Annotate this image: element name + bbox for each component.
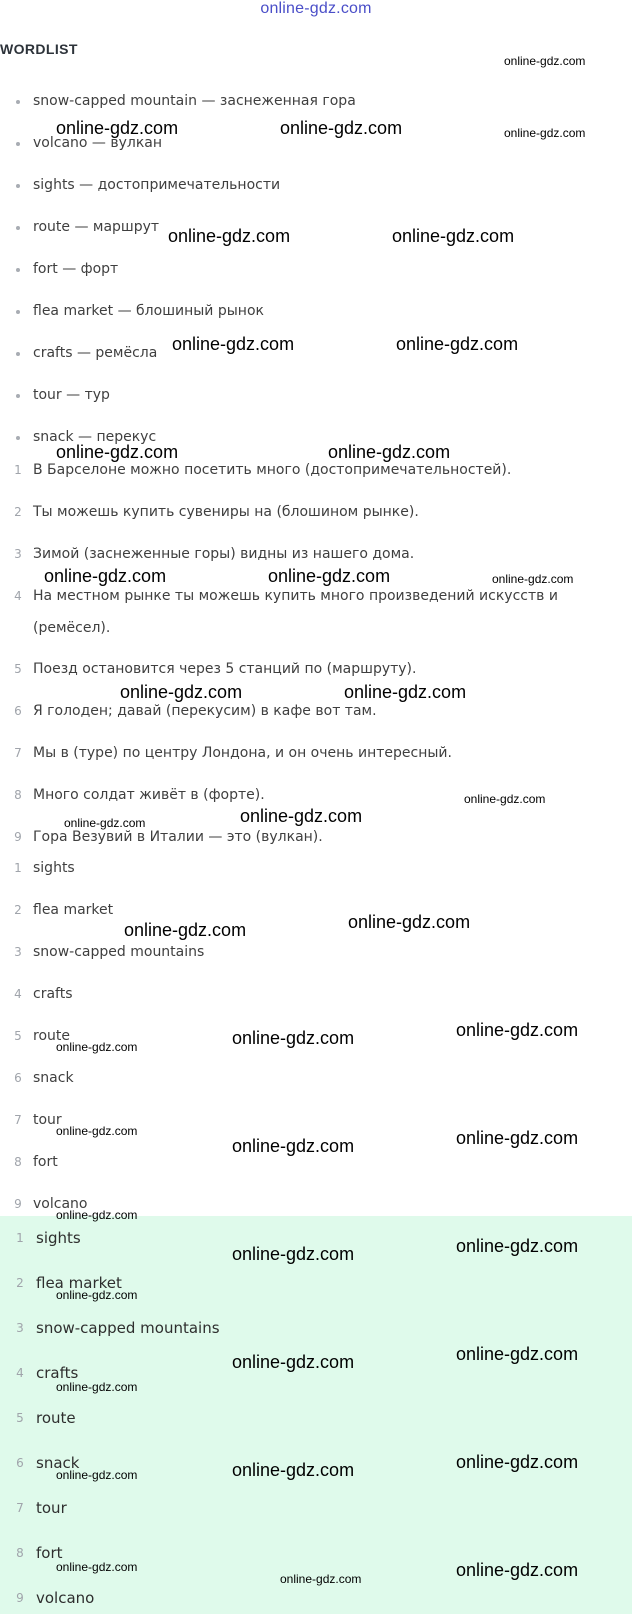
bullet-icon [16,352,20,356]
wordlist-item: volcano — вулкан [0,131,632,155]
bullet-icon [16,184,20,188]
bullet-icon [16,268,20,272]
wordlist-heading: WORDLIST [0,41,78,57]
translation-item: 7 Мы в (туре) по центру Лондона, и он очень интересный. [14,745,452,761]
watermark-text: online-gdz.com [328,442,451,462]
highlighted-answer-item: 7 tour [16,1499,67,1517]
watermark-text: online-gdz.com [492,572,574,586]
watermark-text: online-gdz.com [124,920,247,940]
bullet-icon [16,394,20,398]
watermark-text: online-gdz.com [56,1560,138,1574]
wordlist-item: snow-capped mountain — заснеженная гора [0,89,632,113]
watermark-text: online-gdz.com [172,334,295,354]
wordlist-item: crafts — ремёсла [0,341,632,365]
watermark-text: online-gdz.com [56,1124,138,1138]
wordlist-item: route — маршрут [0,215,632,239]
wordlist-item: snack — перекус [0,425,632,449]
bullet-icon [16,226,20,230]
watermark-text: online-gdz.com [120,682,243,702]
answer-item: 7 tour [14,1112,62,1128]
watermark-text: online-gdz.com [56,442,179,462]
watermark-text: online-gdz.com [280,118,403,138]
watermark-text: online-gdz.com [56,118,179,138]
highlighted-answer-item: 5 route [16,1409,76,1427]
translation-item: 1 В Барселоне можно посетить много (достопримечательностей). [14,462,512,478]
answer-item: 6 snack [14,1070,74,1086]
answer-item: 3 snow-capped mountains [14,944,205,960]
watermark-text: online-gdz.com [456,1452,579,1472]
translation-item: 2 Ты можешь купить сувениры на (блошином рынке). [14,504,419,520]
translation-item: 9 Гора Везувий в Италии — это (вулкан). [14,829,323,845]
watermark-text: online-gdz.com [504,126,586,140]
watermark-text: online-gdz.com [56,1288,138,1302]
watermark-text: online-gdz.com [280,1572,362,1586]
translation-item: 6 Я голоден; давай (перекусим) в кафе вот там. [14,703,377,719]
bullet-icon [16,310,20,314]
watermark-text: online-gdz.com [348,912,471,932]
watermark-text: online-gdz.com [268,566,391,586]
bullet-icon [16,142,20,146]
watermark-text: online-gdz.com [232,1460,355,1480]
answer-item: 4 crafts [14,986,73,1002]
watermark-text: online-gdz.com [456,1560,579,1580]
watermark-text: online-gdz.com [240,806,363,826]
highlighted-answer-item: 2 flea market [16,1274,122,1292]
watermark-text: online-gdz.com [44,566,167,586]
bullet-icon [16,100,20,104]
watermark-text: online-gdz.com [56,1380,138,1394]
watermark-text: online-gdz.com [456,1128,579,1148]
watermark-text: online-gdz.com [392,226,515,246]
watermark-text: online-gdz.com [456,1020,579,1040]
translation-item: 5 Поезд остановится через 5 станций по (маршруту). [14,661,417,677]
answer-item: 8 fort [14,1154,58,1170]
bullet-icon [16,436,20,440]
highlighted-answer-item: 8 fort [16,1544,63,1562]
wordlist-item: tour — тур [0,383,632,407]
watermark-text: online-gdz.com [64,816,146,830]
watermark-text: online-gdz.com [456,1344,579,1364]
highlighted-answer-item: 4 crafts [16,1364,79,1382]
watermark-text: online-gdz.com [232,1244,355,1264]
highlighted-answer-item: 1 sights [16,1229,81,1247]
translation-item: 3 Зимой (заснеженные горы) видны из нашего дома. [14,546,415,562]
watermark-text: online-gdz.com [56,1040,138,1054]
answer-item: 2 flea market [14,902,114,918]
highlighted-answer-item: 9 volcano [16,1589,95,1607]
watermark-text: online-gdz.com [504,54,586,68]
wordlist-item: fort — форт [0,257,632,281]
answer-item: 5 route [14,1028,70,1044]
answer-item: 9 volcano [14,1196,88,1212]
watermark-text: online-gdz.com [56,1468,138,1482]
watermark-text: online-gdz.com [56,1208,138,1222]
watermark-text: online-gdz.com [232,1028,355,1048]
site-logo[interactable]: online-gdz.com [260,0,372,17]
watermark-text: online-gdz.com [396,334,519,354]
watermark-text: online-gdz.com [456,1236,579,1256]
watermark-text: online-gdz.com [232,1352,355,1372]
watermark-text: online-gdz.com [168,226,291,246]
watermark-text: online-gdz.com [344,682,467,702]
watermark-text: online-gdz.com [232,1136,355,1156]
wordlist-item: sights — достопримечательности [0,173,632,197]
highlighted-answer-item: 3 snow-capped mountains [16,1319,220,1337]
answer-item: 1 sights [14,860,75,876]
translation-item: 8 Много солдат живёт в (форте). [14,787,265,803]
wordlist-item: flea market — блошиный рынок [0,299,632,323]
watermark-text: online-gdz.com [464,792,546,806]
highlighted-answer-item: 6 snack [16,1454,80,1472]
